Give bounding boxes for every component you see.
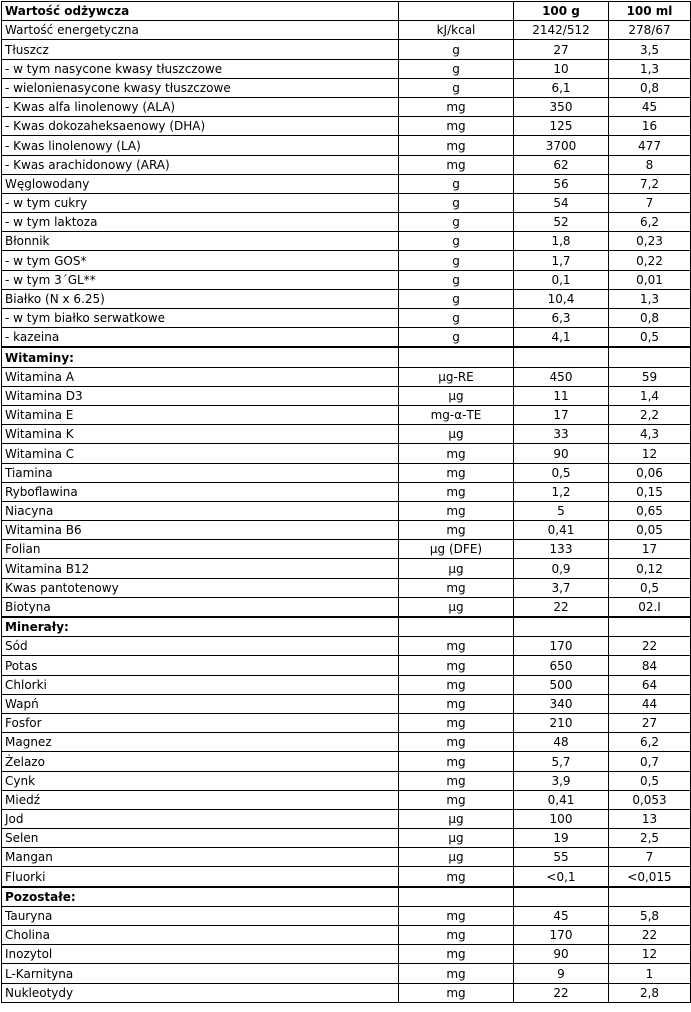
nutrient-name: Jod bbox=[2, 809, 399, 828]
value-100g: 10,4 bbox=[514, 289, 609, 308]
nutrient-unit: µg bbox=[399, 597, 514, 617]
value-100ml: 5,8 bbox=[609, 906, 691, 925]
table-row bbox=[2, 752, 691, 771]
nutrient-unit: kJ/kcal bbox=[399, 21, 514, 40]
nutrient-unit: mg bbox=[399, 694, 514, 713]
nutrient-name: Fosfor bbox=[2, 713, 399, 732]
value-100ml: 2,8 bbox=[609, 983, 691, 1002]
value-100ml: 0,06 bbox=[609, 463, 691, 482]
nutrient-name: Witamina E bbox=[2, 405, 399, 424]
nutrient-unit: mg bbox=[399, 675, 514, 694]
value-100ml: 1,3 bbox=[609, 289, 691, 308]
nutrient-unit: mg bbox=[399, 97, 514, 116]
value-100g: 48 bbox=[514, 733, 609, 752]
nutrient-unit: mg bbox=[399, 444, 514, 463]
nutrient-name: - w tym cukry bbox=[2, 193, 399, 212]
value-100ml: 2,2 bbox=[609, 405, 691, 424]
nutrient-name: Ryboflawina bbox=[2, 482, 399, 501]
value-100ml: 8 bbox=[609, 155, 691, 174]
nutrient-name: - w tym GOS* bbox=[2, 251, 399, 270]
nutrient-name: - w tym białko serwatkowe bbox=[2, 309, 399, 328]
value-100g: 500 bbox=[514, 675, 609, 694]
table-row bbox=[2, 521, 691, 540]
table-row bbox=[2, 289, 691, 308]
nutrition-table bbox=[1, 1, 691, 1003]
value-100g: 22 bbox=[514, 597, 609, 617]
table-row bbox=[2, 983, 691, 1002]
table-row bbox=[2, 926, 691, 945]
value-100g: <0,1 bbox=[514, 867, 609, 887]
value-100g: 0,5 bbox=[514, 463, 609, 482]
table-row bbox=[2, 251, 691, 270]
value-100g: 90 bbox=[514, 945, 609, 964]
nutrient-name: Żelazo bbox=[2, 752, 399, 771]
table-row bbox=[2, 97, 691, 116]
value-100ml: 16 bbox=[609, 117, 691, 136]
nutrient-name: Niacyna bbox=[2, 501, 399, 520]
value-100ml: 0,8 bbox=[609, 309, 691, 328]
value-100g: 340 bbox=[514, 694, 609, 713]
nutrient-name: Witamina K bbox=[2, 425, 399, 444]
table-row bbox=[2, 328, 691, 348]
nutrient-name: Fluorki bbox=[2, 867, 399, 887]
nutrient-unit: g bbox=[399, 40, 514, 59]
value-100ml: 278/67 bbox=[609, 21, 691, 40]
value-100ml: 4,3 bbox=[609, 425, 691, 444]
value-100ml: 0,01 bbox=[609, 270, 691, 289]
nutrient-name: - wielonienasycone kwasy tłuszczowe bbox=[2, 78, 399, 97]
section-empty-cell bbox=[514, 617, 609, 637]
nutrient-name: Tauryna bbox=[2, 906, 399, 925]
value-100g: 0,41 bbox=[514, 790, 609, 809]
table-row bbox=[2, 829, 691, 848]
table-row bbox=[2, 232, 691, 251]
table-row bbox=[2, 867, 691, 887]
table-row bbox=[2, 213, 691, 232]
value-100g: 22 bbox=[514, 983, 609, 1002]
table-row bbox=[2, 540, 691, 559]
nutrient-unit: µg bbox=[399, 829, 514, 848]
section-title: Pozostałe: bbox=[2, 887, 399, 907]
value-100ml: 0,8 bbox=[609, 78, 691, 97]
section-empty-cell bbox=[399, 347, 514, 367]
value-100g: 54 bbox=[514, 193, 609, 212]
table-row bbox=[2, 733, 691, 752]
table-row bbox=[2, 367, 691, 386]
table-row bbox=[2, 193, 691, 212]
nutrient-unit: mg bbox=[399, 521, 514, 540]
value-100g: 210 bbox=[514, 713, 609, 732]
table-row bbox=[2, 444, 691, 463]
value-100g: 55 bbox=[514, 848, 609, 867]
nutrient-name: Mangan bbox=[2, 848, 399, 867]
section-empty-cell bbox=[609, 887, 691, 907]
nutrient-name: Cynk bbox=[2, 771, 399, 790]
nutrient-name: Witamina B6 bbox=[2, 521, 399, 540]
value-100ml: 12 bbox=[609, 945, 691, 964]
table-row bbox=[2, 174, 691, 193]
value-100g: 170 bbox=[514, 926, 609, 945]
nutrient-unit: µg bbox=[399, 809, 514, 828]
nutrient-name: Białko (N x 6.25) bbox=[2, 289, 399, 308]
value-100g: 125 bbox=[514, 117, 609, 136]
nutrient-unit: mg bbox=[399, 771, 514, 790]
table-row bbox=[2, 405, 691, 424]
value-100g: 62 bbox=[514, 155, 609, 174]
value-100ml: 7 bbox=[609, 848, 691, 867]
nutrient-name: Witamina C bbox=[2, 444, 399, 463]
value-100g: 0,1 bbox=[514, 270, 609, 289]
nutrient-name: Potas bbox=[2, 656, 399, 675]
nutrient-name: Selen bbox=[2, 829, 399, 848]
value-100g: 1,2 bbox=[514, 482, 609, 501]
value-100ml: 0,5 bbox=[609, 771, 691, 790]
nutrient-unit: mg bbox=[399, 713, 514, 732]
value-100g: 6,3 bbox=[514, 309, 609, 328]
nutrient-unit: mg bbox=[399, 926, 514, 945]
value-100ml: 7 bbox=[609, 193, 691, 212]
nutrient-name: Biotyna bbox=[2, 597, 399, 617]
nutrient-unit: mg bbox=[399, 136, 514, 155]
value-100ml: 0,5 bbox=[609, 328, 691, 348]
value-100ml: 45 bbox=[609, 97, 691, 116]
table-row bbox=[2, 713, 691, 732]
header-unit bbox=[399, 2, 514, 21]
value-100g: 4,1 bbox=[514, 328, 609, 348]
value-100g: 17 bbox=[514, 405, 609, 424]
table-row bbox=[2, 136, 691, 155]
nutrient-name: Chlorki bbox=[2, 675, 399, 694]
value-100g: 3,7 bbox=[514, 578, 609, 597]
table-row bbox=[2, 559, 691, 578]
nutrient-name: Miedź bbox=[2, 790, 399, 809]
value-100g: 52 bbox=[514, 213, 609, 232]
value-100g: 11 bbox=[514, 386, 609, 405]
table-row bbox=[2, 656, 691, 675]
value-100ml: 0,15 bbox=[609, 482, 691, 501]
section-empty-cell bbox=[399, 617, 514, 637]
value-100g: 45 bbox=[514, 906, 609, 925]
value-100ml: 1,3 bbox=[609, 59, 691, 78]
nutrient-unit: g bbox=[399, 232, 514, 251]
value-100ml: 27 bbox=[609, 713, 691, 732]
nutrient-unit: g bbox=[399, 309, 514, 328]
table-row bbox=[2, 501, 691, 520]
nutrient-unit: g bbox=[399, 193, 514, 212]
nutrient-name: L-Karnityna bbox=[2, 964, 399, 983]
table-row bbox=[2, 597, 691, 617]
nutrient-name: - Kwas alfa linolenowy (ALA) bbox=[2, 97, 399, 116]
nutrient-name: Kwas pantotenowy bbox=[2, 578, 399, 597]
nutrient-name: - w tym laktoza bbox=[2, 213, 399, 232]
table-row bbox=[2, 386, 691, 405]
value-100ml: 1,4 bbox=[609, 386, 691, 405]
nutrient-unit: g bbox=[399, 78, 514, 97]
nutrient-unit: µg bbox=[399, 386, 514, 405]
nutrient-name: Witamina D3 bbox=[2, 386, 399, 405]
nutrient-unit: g bbox=[399, 270, 514, 289]
table-row bbox=[2, 270, 691, 289]
nutrient-unit: µg bbox=[399, 848, 514, 867]
value-100g: 33 bbox=[514, 425, 609, 444]
value-100ml: 0,053 bbox=[609, 790, 691, 809]
value-100ml: 0,12 bbox=[609, 559, 691, 578]
nutrient-unit: mg bbox=[399, 155, 514, 174]
value-100g: 10 bbox=[514, 59, 609, 78]
value-100ml: 3,5 bbox=[609, 40, 691, 59]
nutrient-unit: mg bbox=[399, 463, 514, 482]
nutrient-name: Folian bbox=[2, 540, 399, 559]
value-100ml: 59 bbox=[609, 367, 691, 386]
value-100ml: <0,015 bbox=[609, 867, 691, 887]
value-100ml: 2,5 bbox=[609, 829, 691, 848]
value-100ml: 0,23 bbox=[609, 232, 691, 251]
value-100ml: 13 bbox=[609, 809, 691, 828]
nutrient-unit: g bbox=[399, 59, 514, 78]
section-empty-cell bbox=[609, 347, 691, 367]
nutrient-unit: mg bbox=[399, 964, 514, 983]
nutrient-name: Magnez bbox=[2, 733, 399, 752]
nutrient-unit: mg bbox=[399, 945, 514, 964]
table-row bbox=[2, 425, 691, 444]
nutrient-unit: µg (DFE) bbox=[399, 540, 514, 559]
value-100ml: 477 bbox=[609, 136, 691, 155]
nutrient-name: Tłuszcz bbox=[2, 40, 399, 59]
value-100g: 450 bbox=[514, 367, 609, 386]
header-100g: 100 g bbox=[514, 2, 609, 21]
value-100g: 650 bbox=[514, 656, 609, 675]
table-row bbox=[2, 578, 691, 597]
value-100g: 350 bbox=[514, 97, 609, 116]
table-row bbox=[2, 809, 691, 828]
nutrient-name: Cholina bbox=[2, 926, 399, 945]
nutrient-name: Sód bbox=[2, 637, 399, 656]
nutrient-name: - Kwas linolenowy (LA) bbox=[2, 136, 399, 155]
section-header-row bbox=[2, 617, 691, 637]
table-row bbox=[2, 59, 691, 78]
value-100g: 27 bbox=[514, 40, 609, 59]
section-empty-cell bbox=[514, 347, 609, 367]
value-100g: 90 bbox=[514, 444, 609, 463]
nutrient-unit: mg bbox=[399, 867, 514, 887]
value-100ml: 02.I bbox=[609, 597, 691, 617]
nutrient-name: Błonnik bbox=[2, 232, 399, 251]
nutrient-unit: g bbox=[399, 174, 514, 193]
nutrient-name: Witamina A bbox=[2, 367, 399, 386]
nutrient-unit: mg bbox=[399, 117, 514, 136]
value-100g: 0,9 bbox=[514, 559, 609, 578]
nutrient-name: - kazeina bbox=[2, 328, 399, 348]
table-row bbox=[2, 117, 691, 136]
nutrient-unit: mg bbox=[399, 656, 514, 675]
value-100ml: 6,2 bbox=[609, 733, 691, 752]
table-row bbox=[2, 155, 691, 174]
value-100ml: 0,22 bbox=[609, 251, 691, 270]
value-100g: 170 bbox=[514, 637, 609, 656]
table-header-row bbox=[2, 2, 691, 21]
section-header-row bbox=[2, 347, 691, 367]
nutrient-unit: µg bbox=[399, 559, 514, 578]
value-100ml: 0,5 bbox=[609, 578, 691, 597]
table-row bbox=[2, 694, 691, 713]
value-100g: 19 bbox=[514, 829, 609, 848]
value-100g: 5 bbox=[514, 501, 609, 520]
table-row bbox=[2, 309, 691, 328]
nutrient-name: - Kwas arachidonowy (ARA) bbox=[2, 155, 399, 174]
value-100g: 1,7 bbox=[514, 251, 609, 270]
value-100g: 2142/512 bbox=[514, 21, 609, 40]
value-100ml: 64 bbox=[609, 675, 691, 694]
table-row bbox=[2, 964, 691, 983]
nutrient-unit: µg-RE bbox=[399, 367, 514, 386]
nutrient-unit: µg bbox=[399, 425, 514, 444]
nutrient-name: Nukleotydy bbox=[2, 983, 399, 1002]
section-title: Witaminy: bbox=[2, 347, 399, 367]
value-100g: 9 bbox=[514, 964, 609, 983]
section-empty-cell bbox=[514, 887, 609, 907]
table-row bbox=[2, 78, 691, 97]
value-100ml: 0,05 bbox=[609, 521, 691, 540]
nutrient-name: Inozytol bbox=[2, 945, 399, 964]
value-100ml: 6,2 bbox=[609, 213, 691, 232]
table-row bbox=[2, 675, 691, 694]
nutrient-name: - Kwas dokozaheksaenowy (DHA) bbox=[2, 117, 399, 136]
nutrient-unit: mg bbox=[399, 501, 514, 520]
value-100g: 3,9 bbox=[514, 771, 609, 790]
section-empty-cell bbox=[609, 617, 691, 637]
table-row bbox=[2, 945, 691, 964]
value-100g: 5,7 bbox=[514, 752, 609, 771]
value-100ml: 0,7 bbox=[609, 752, 691, 771]
value-100g: 56 bbox=[514, 174, 609, 193]
value-100g: 3700 bbox=[514, 136, 609, 155]
table-body bbox=[2, 21, 691, 1003]
section-header-row bbox=[2, 887, 691, 907]
table-row bbox=[2, 790, 691, 809]
value-100ml: 22 bbox=[609, 926, 691, 945]
nutrient-unit: mg bbox=[399, 637, 514, 656]
nutrient-unit: g bbox=[399, 251, 514, 270]
nutrient-unit: mg bbox=[399, 733, 514, 752]
nutrient-unit: g bbox=[399, 328, 514, 348]
nutrient-name: - w tym 3´GL** bbox=[2, 270, 399, 289]
value-100ml: 0,65 bbox=[609, 501, 691, 520]
table-row bbox=[2, 21, 691, 40]
value-100g: 1,8 bbox=[514, 232, 609, 251]
section-title: Minerały: bbox=[2, 617, 399, 637]
table-row bbox=[2, 40, 691, 59]
nutrient-unit: g bbox=[399, 289, 514, 308]
nutrient-name: Węglowodany bbox=[2, 174, 399, 193]
table-row bbox=[2, 848, 691, 867]
nutrient-name: Wapń bbox=[2, 694, 399, 713]
nutrient-unit: mg bbox=[399, 578, 514, 597]
value-100g: 133 bbox=[514, 540, 609, 559]
table-row bbox=[2, 463, 691, 482]
value-100g: 6,1 bbox=[514, 78, 609, 97]
header-100ml: 100 ml bbox=[609, 2, 691, 21]
value-100ml: 22 bbox=[609, 637, 691, 656]
value-100ml: 84 bbox=[609, 656, 691, 675]
table-row bbox=[2, 637, 691, 656]
nutrient-name: Tiamina bbox=[2, 463, 399, 482]
nutrient-unit: mg bbox=[399, 906, 514, 925]
table-row bbox=[2, 906, 691, 925]
value-100ml: 7,2 bbox=[609, 174, 691, 193]
value-100g: 0,41 bbox=[514, 521, 609, 540]
table-row bbox=[2, 771, 691, 790]
nutrient-unit: mg bbox=[399, 482, 514, 501]
value-100ml: 12 bbox=[609, 444, 691, 463]
value-100g: 100 bbox=[514, 809, 609, 828]
nutrient-unit: mg bbox=[399, 790, 514, 809]
nutrient-unit: mg-α-TE bbox=[399, 405, 514, 424]
table-row bbox=[2, 482, 691, 501]
section-empty-cell bbox=[399, 887, 514, 907]
nutrient-name: Witamina B12 bbox=[2, 559, 399, 578]
value-100ml: 44 bbox=[609, 694, 691, 713]
nutrient-name: Wartość energetyczna bbox=[2, 21, 399, 40]
value-100ml: 17 bbox=[609, 540, 691, 559]
nutrient-name: - w tym nasycone kwasy tłuszczowe bbox=[2, 59, 399, 78]
nutrient-unit: mg bbox=[399, 983, 514, 1002]
nutrient-unit: mg bbox=[399, 752, 514, 771]
value-100ml: 1 bbox=[609, 964, 691, 983]
nutrient-unit: g bbox=[399, 213, 514, 232]
header-title: Wartość odżywcza bbox=[2, 2, 399, 21]
